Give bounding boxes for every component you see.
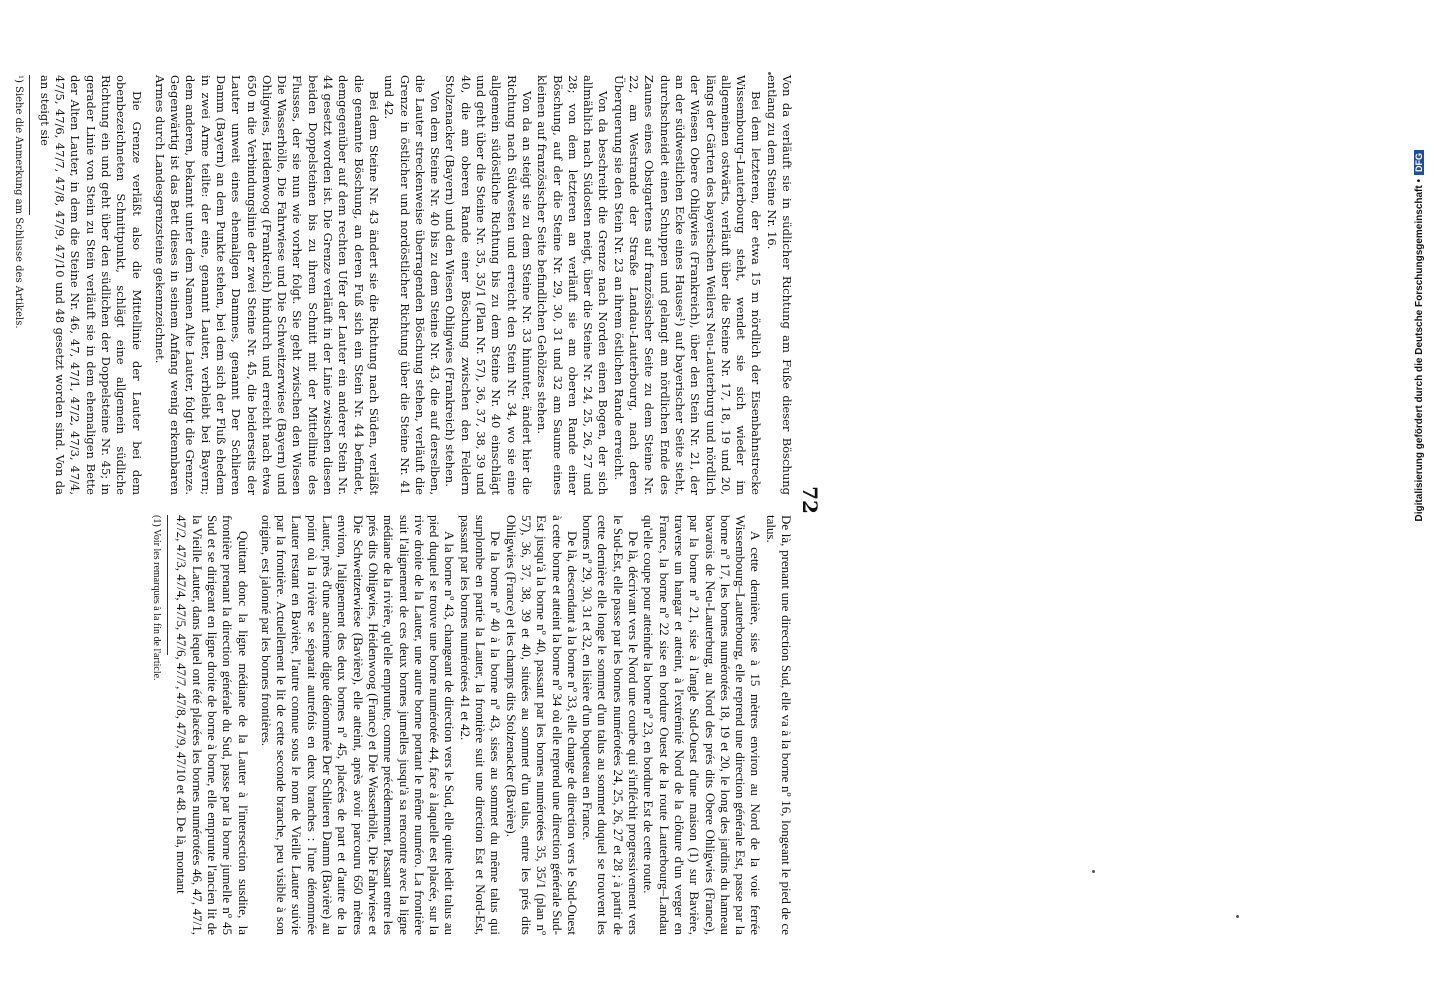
page-number: 72 <box>798 486 822 514</box>
german-paragraph: Bei dem letzteren, der etwa 15 m nördlich der Eisenbahnstrecke Wissembourg–Lauterbourg steht, wendet sie sich wieder im allgemeinen ostwärts, verläuft über die Steine Nr. 17, 18, 19 und 20, längs der Gärten des bayerischen Weilers Neu-Lauterburg und nördlich der Wiesen Obere Ohligwies (Frankreich), über den Stein Nr. 21, der an der südwestlichen Ecke eines Hauses¹) auf bayerischer Seite steht, durchschneidet einen Schuppen und gelangt am nördlichen Ende des Zaunes eines Obstgartens auf französischer Seite zu dem Steine Nr. 22, am Westrande der Straße Landau-Lauterbourg, nach deren Überquerung sie den Stein Nr. 23 an ihrem östlichen Rande erreicht. <box>611 75 764 495</box>
german-column <box>13 75 794 495</box>
french-paragraph: De la borne nº 40 à la borne nº 43, sises au sommet du même talus qui surplombe en partie la Lauter, la frontière suit une direction Est et Nord-Est, passant par les bornes numérotées 41 et 42. <box>457 515 504 935</box>
dfg-logo: DFG <box>1414 150 1424 175</box>
german-paragraph: Von da an steigt sie zu dem Steine Nr. 33 hinunter, ändert hier die Richtung nach Südwesten und erreicht den Stein Nr. 34, wo sie eine allgemein südöstliche Richtung bis zu dem Steine Nr. 40 einschlägt und geht über die Steine Nr. 35, 35/1 (Plan Nr. 57), 36, 37, 38, 39 und 40, die am oberen Rande einer Böschung zwischen den Feldern Stolzenacker (Bayern) und den Wiesen Ohligwies (Frankreich) stehen. <box>443 75 534 495</box>
credit-text: Digitalisierung gefördert durch die Deutsche Forschungsgemeinschaft • <box>1414 179 1425 522</box>
french-paragraph: De là, descendant à la borne nº 33, elle change de direction vers le Sud-Ouest à cette borne et atteint la borne nº 34 où elle reprend une direction générale Sud-Est jusqu'à la borne nº 40, passant par les bornes numérotées 35, 35/1 (plan nº 57), 36, 37, 38, 39 et 40, situées au sommet d'un talus, entre les prés dits Ohligwies (France) et les champs dits Stolzenacker (Bavière). <box>503 515 580 935</box>
german-paragraph: Von da beschreibt die Grenze nach Norden einen Bogen, der sich allmählich nach Südosten neigt, über die Steine Nr. 24, 25, 26, 27 und 28; von dem letzteren an verläuft sie am oberen Rande einer Böschung, auf der die Steine Nr. 29, 30, 31 und 32 am Saume eines kleinen auf französischer Seite befindlichen Gehölzes stehen. <box>535 75 611 495</box>
french-paragraph: De là, décrivant vers le Nord une courbe qui s'infléchit progressivement vers le Sud-Est, elle passe par les bornes numérotées 24, 25, 26, 27 et 28 ; à partir de cette dernière elle longe le sommet d'un talus au sommet duquel se trouvent les bornes nº 29, 30, 31 et 32, en lisière d'un boqueteau en France. <box>580 515 642 935</box>
german-footnote: ¹) Siehe die Anmerkung am Schlusse des Artikels. <box>13 75 25 329</box>
german-paragraph: Die Grenze verläßt also die Mittellinie der Lauter bei dem obenbezeichneten Schnittpunkt, schlägt eine allgemein südliche Richtung ein und geht über den südlichen der Doppelsteine Nr. 45; in gerader Linie von Stein zu Stein verläuft sie in dem ehemaligen Bette der Alten Lauter, in dem die Steine Nr. 46, 47, 47/1, 47/2, 47/3, 47/4, 47/5, 47/6, 47/7, 47/8, 47/9, 47/10 und 48 gesetzt worden sind. Von da an steigt sie <box>37 75 144 495</box>
german-paragraph: Von dem Steine Nr. 40 bis zu dem Steine Nr. 43, die auf derselben, die Lauter streckenweise überragenden Böschung stehen, verläuft die Grenze in östlicher und nordöstlicher Richtung über die Steine Nr. 41 und 42. <box>382 75 443 495</box>
scan-speck <box>768 72 771 75</box>
french-column <box>104 515 794 935</box>
french-footnote: (1) Voir les remarques à la fin de l'article. <box>151 515 163 681</box>
french-paragraph: A cette dernière, sise à 15 mètres environ au Nord de la voie ferrée Wissembourg–Lauterbourg, elle reprend une direction générale Est, passe par la borne nº 17, les bornes numérotées 18, 19 et 20, le long des jardins du hameau bavarois de Neu-Lauterburg, au Nord des prés dits Obere Ohligwies (France), par la borne nº 21, sise à l'angle Sud-Ouest d'une maison (1) sur Bavière, traverse un hangar et atteint, à l'extrémité Nord de la clôture d'un verger en France, la borne nº 22 sise en bordure Ouest de la route Lauterbourg–Landau qu'elle coupe pour atteindre la borne nº 23, en bordure Est de cette route. <box>641 515 764 935</box>
digitization-credit <box>1412 0 1434 1000</box>
footnote-rule <box>167 515 168 655</box>
footnote-rule <box>29 75 30 215</box>
german-paragraph: Von da verläuft sie in südlicher Richtung am Fuße dieser Böschung entlang zu dem Steine Nr. 16. <box>764 75 794 495</box>
scan-speck <box>1092 870 1095 873</box>
scan-speck <box>1236 915 1239 918</box>
french-paragraph: Quittant donc la ligne médiane de la Lauter à l'intersection susdite, la frontière prenant la direction générale du Sud, passe par la borne jumelle nº 45 Sud et se dirigeant en ligne droite de borne à borne, elle emprunte l'ancien lit de la Vieille Lauter, dans lequel ont été placées les bornes numérotées 46, 47, 47/1, 47/2, 47/3, 47/4, 47/5, 47/6, 47/7, 47/8, 47/9, 47/10 et 48. De là, montant <box>174 515 251 935</box>
german-paragraph: Bei dem Steine Nr. 43 ändert sie die Richtung nach Süden, verläßt die genannte Böschung, an deren Fuß sich ein Stein Nr. 44 befindet, demgegenüber auf dem rechten Ufer der Lauter ein anderer Stein Nr. 44 gesetzt worden ist. Die Grenze verläuft in der Linie zwischen diesen beiden Doppelsteinen bis zu ihrem Schnitt mit der Mittellinie des Flusses, der sie nun wie vorher folgt. Sie geht zwischen den Wiesen Die Wasserhölle, Die Fahrwiese und Die Schweitzerwiese (Bayern) und Ohligwies, Heidenwoog (Frankreich) hindurch und erreicht nach etwa 650 m die Verbindungslinie der zwei Steine Nr. 45, die beiderseits der Lauter unweit eines ehemaligen Dammes, genannt Der Schlieren Damm (Bayern) an dem Punkte stehen, bei dem sich der Fluß ehedem in zwei Arme teilte: der eine, genannt Lauter, verbleibt bei Bayern; dem anderen, bekannt unter dem Namen Alte Lauter, folgt die Grenze. Gegenwärtig ist das Bett dieses in seinem Anfang wenig erkennbaren Armes durch Landesgrenzsteine gekennzeichnet. <box>152 75 381 495</box>
french-paragraph: De là, prenant une direction Sud, elle va à la borne nº 16, longeant le pied de ce talus. <box>763 515 794 935</box>
french-paragraph: A la borne nº 43, changeant de direction vers le Sud, elle quitte ledit talus au pied duquel se trouve une borne numérotée 44, face à laquelle est placée, sur la rive droite de la Lauter, une autre borne portant le même numéro. La frontière suit l'alignement de ces deux bornes jumelles jusqu'à sa rencontre avec la ligne médiane de la rivière, qu'elle emprunte, comme précédemment. Passant entre les prés dits Ohligwies, Heidenwoog (France) et Die Wasserhölle, Die Fahrwiese et Die Schweitzerwiese (Bavière), elle atteint, après avoir parcouru 650 mètres environ, l'alignement des deux bornes nº 45, placées de part et d'autre de la Lauter, près d'une ancienne digue dénommée Der Schlieren Damm (Bavière) au point où la rivière se séparait autrefois en deux branches : l'une dénommée Lauter restant en Bavière, l'autre connue sous le nom de Vieille Lauter suivie par la frontière. Actuellement le lit de cette seconde branche, peu visible à son origine, est jalonné par les bornes frontières. <box>258 515 458 935</box>
